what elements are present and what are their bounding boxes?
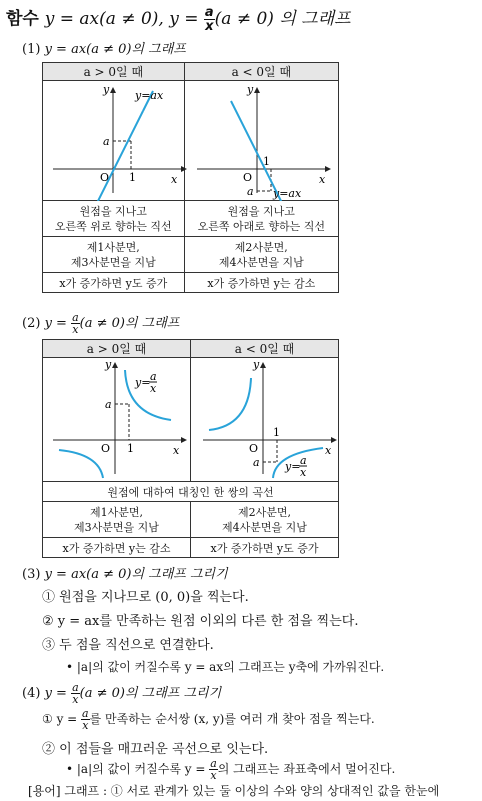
linear-graph-negative [184, 81, 338, 201]
svg-text:O: O [101, 442, 111, 455]
svg-text:x: x [173, 444, 180, 457]
svg-text:y: y [253, 358, 260, 371]
section-3-heading: (3) y = ax(a ≠ 0)의 그래프 그리기 [22, 567, 228, 582]
svg-text:y=ax: y=ax [272, 187, 301, 200]
section-2-heading: (2) y = $\frac{a}{x}$ (a ≠ 0)의 그래프 [22, 311, 180, 336]
footer-note: [용어] 그래프 : ① 서로 관계가 있는 둘 이상의 수와 양의 상대적인 값을 한눈에 [28, 784, 440, 798]
svg-text:x: x [300, 466, 307, 479]
svg-text:1: 1 [273, 426, 280, 439]
y-axis-label: y [103, 83, 110, 96]
linear-graph-table: a > 0일 때 a < 0일 때 y x O a 1 y=ax y x O a 1 y=ax 원점을 지나고 오른쪽 위로 향하는 직선 원점을 지나고 오른쪽 아래로 향하는 직선 제1사분면, 제3사분면을 지남 제2사분면, 제4사분면을 지남 x가 증가하면 y도 증가 x가 증가하면 y는 감소 [42, 62, 339, 293]
bullet-4: • |a|의 값이 커질수록 y = $\frac{a}{x}$ 의 그래프는 좌표축에서 멀어진다. [66, 757, 396, 782]
svg-text:O: O [242, 171, 252, 184]
svg-text:a: a [253, 456, 260, 469]
svg-text:y: y [246, 83, 253, 96]
step-3-1: ① 원점을 지나므로 (0, 0)을 찍는다. [42, 590, 249, 605]
step-3-3: ③ 두 점을 직선으로 연결한다. [42, 638, 214, 653]
line-equation-label: y=ax [135, 89, 164, 102]
step-3-2: ② y = ax를 만족하는 원점 이외의 다른 한 점을 찍는다. [42, 614, 359, 629]
svg-text:O: O [249, 442, 259, 455]
svg-text:x: x [318, 173, 325, 186]
svg-text:y: y [105, 358, 112, 371]
svg-text:a: a [150, 370, 157, 383]
svg-text:x: x [150, 382, 157, 395]
inverse-graph-negative [191, 358, 339, 482]
bullet-3: • |a|의 값이 커질수록 y = ax의 그래프는 y축에 가까워진다. [66, 660, 385, 674]
property-row-right: 원점을 지나고 오른쪽 아래로 향하는 직선 [184, 201, 338, 237]
header-a-negative: a < 0일 때 [184, 63, 338, 81]
linear-graph-positive [43, 81, 185, 201]
section-1-heading: (1) y = ax(a ≠ 0)의 그래프 [22, 42, 186, 57]
section-4-heading: (4) y = $\frac{a}{x}$ (a ≠ 0)의 그래프 그리기 [22, 681, 222, 706]
page-title: 함수 y = ax(a ≠ 0), y = $\frac{a}{x}$ (a ≠ 0) 의 그래프 [6, 4, 351, 34]
svg-text:a: a [105, 398, 112, 411]
header-a-positive: a > 0일 때 [43, 63, 185, 81]
a-label: a [103, 135, 110, 148]
svg-text:y=: y= [285, 460, 301, 473]
property-row-left: 원점을 지나고 오른쪽 위로 향하는 직선 [43, 201, 185, 237]
inverse-graph-positive [43, 358, 191, 482]
svg-text:1: 1 [262, 155, 270, 168]
step-4-2: ② 이 점들을 매끄러운 곡선으로 잇는다. [42, 742, 269, 757]
svg-text:a: a [300, 454, 307, 467]
svg-text:a: a [246, 185, 254, 198]
inverse-graph-table: a > 0일 때 a < 0일 때 y x O a 1 y= a x y x O a 1 y= a x 원점에 대하여 대칭인 한 쌍의 곡선 제1사분면, 제3사분면을 지남 제2사분면, 제4사분면을 지남 x가 증가하면 y는 감소 x가 증가하면 y도 증가 [42, 339, 339, 558]
x-axis-label: x [171, 173, 178, 186]
svg-text:1: 1 [127, 442, 134, 455]
origin-label: O [100, 171, 110, 184]
step-4-1: ① y = $\frac{a}{x}$ 를 만족하는 순서쌍 (x, y)를 여러 개 찾아 점을 찍는다. [42, 707, 375, 732]
svg-text:x: x [325, 444, 332, 457]
svg-text:y=: y= [135, 376, 151, 389]
one-label: 1 [129, 171, 136, 184]
